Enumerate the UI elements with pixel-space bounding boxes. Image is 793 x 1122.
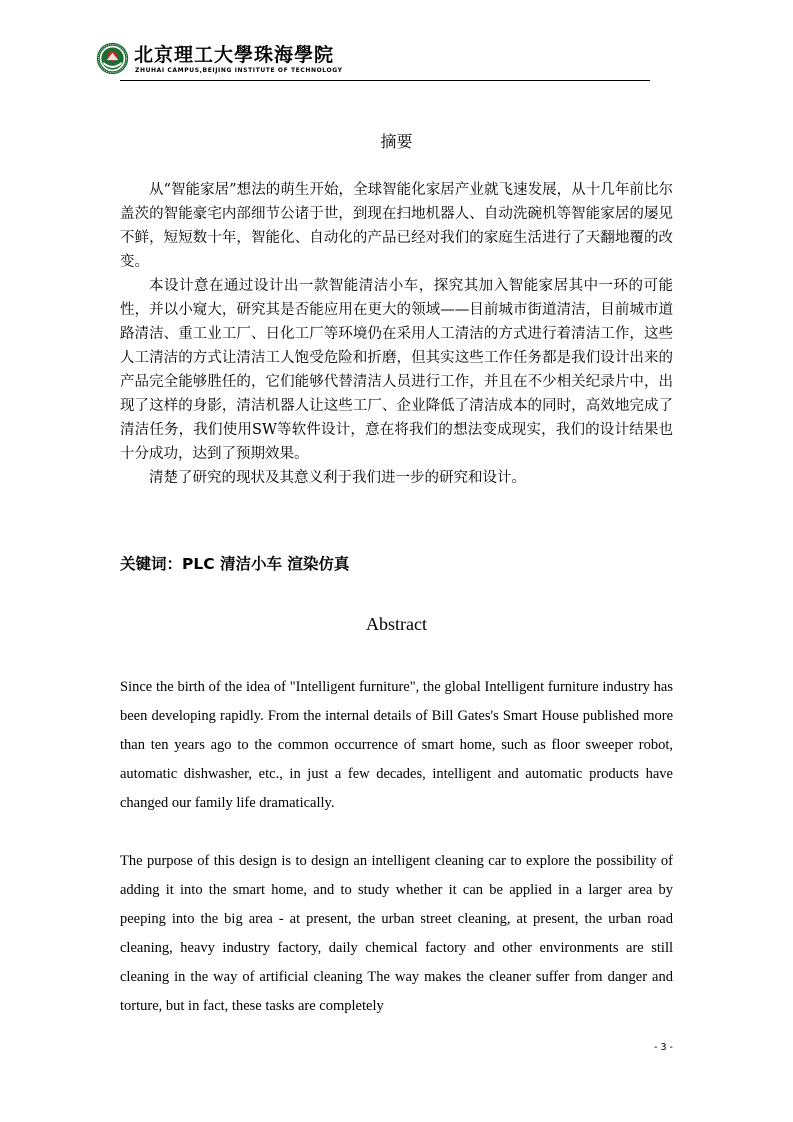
page-number: - 3 -: [654, 1042, 673, 1053]
abstract-title-cn: 摘要: [380, 132, 413, 151]
school-name-en: ZHUHAI CAMPUS,BEIJING INSTITUTE OF TECHNOLOGY: [135, 67, 343, 74]
abstract-body-cn: [120, 178, 673, 490]
abstract-body-en: [120, 673, 673, 1021]
header-divider: [120, 80, 650, 81]
school-name-cn: 北京理工大學珠海學院: [134, 44, 335, 66]
abstract-paragraph-cn-2: 本设计意在通过设计出一款智能清洁小车，探究其加入智能家居其中一环的可能性，并以小窥大，研究其是否能应用在更大的领域——目前城市街道清洁，目前城市道路清洁、重工业工厂、日化工厂等环境仍在采用人工清洁的方式进行着清洁工作，这些人工清洁的方式让清洁工人饱受危险和折磨，但其实这些工作任务都是我们设计出来的产品完全能够胜任的，它们能够代替清洁人员进行工作，并且在不少相关纪录片中，出现了这样的身影，清洁机器人让这些工厂、企业降低了清洁成本的同时，高效地完成了清洁任务，我们使用SW等软件设计，意在将我们的想法变成现实，我们的设计结果也十分成功，达到了预期效果。: [120, 278, 673, 462]
abstract-paragraph-cn-3: 清楚了研究的现状及其意义利于我们进一步的研究和设计。: [149, 470, 526, 486]
abstract-paragraph-en-1: Since the birth of the idea of "Intelligent furniture", the global Intelligent furniture industry has been developing rapidly. From the internal details of Bill Gates's Smart House published more than ten years ago to the common occurrence of smart home, such as floor sweeper robot, automatic dishwasher, etc., in just a few decades, intelligent and automatic products have changed our family life dramatically.: [120, 679, 673, 811]
school-emblem-icon: [96, 42, 129, 75]
abstract-paragraph-cn-1: 从“智能家居”想法的萌生开始，全球智能化家居产业就飞速发展，从十几年前比尔盖茨的智能豪宅内部细节公诸于世，到现在扫地机器人、自动洗碗机等智能家居的屡见不鲜，短短数十年，智能化、自动化的产品已经对我们的家庭生活进行了天翻地覆的改变。: [120, 182, 673, 270]
abstract-paragraph-en-2: The purpose of this design is to design an intelligent cleaning car to explore the possibility of adding it into the smart home, and to study whether it can be applied in a larger area by peeping into the big area - at present, the urban street cleaning, at present, the urban road cleaning, heavy industry factory, daily chemical factory and other environments are still cleaning in the way of artificial cleaning The way makes the cleaner suffer from danger and torture, but in fact, these tasks are completely: [120, 853, 673, 1014]
abstract-title-en: Abstract: [366, 614, 427, 634]
page-header: [96, 42, 650, 82]
keywords-cn: 关键词：PLC 清洁小车 渲染仿真: [120, 555, 350, 573]
